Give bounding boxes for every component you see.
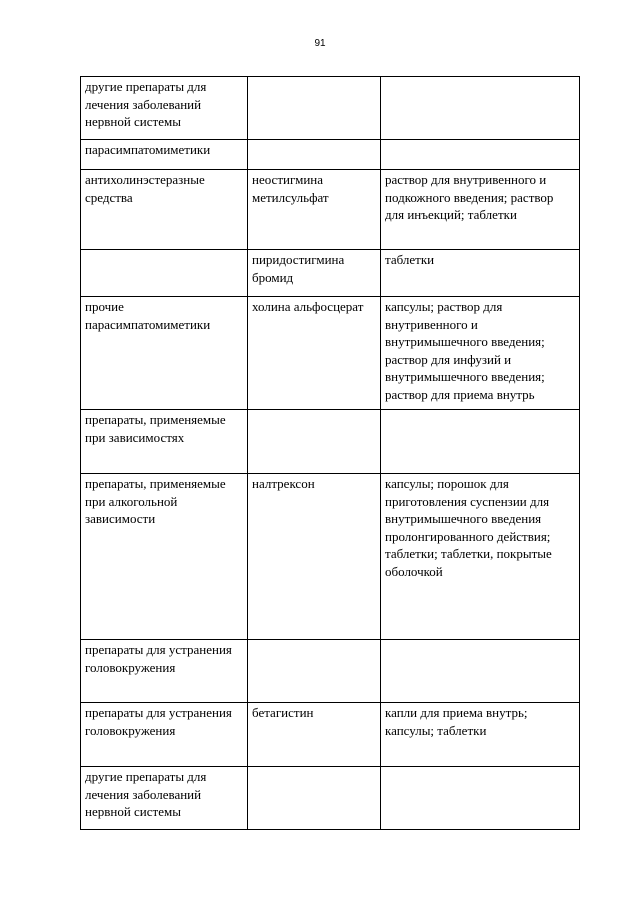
table-row xyxy=(81,640,580,703)
table-row xyxy=(81,767,580,830)
page-number: 91 xyxy=(314,38,326,49)
atc-group-cell xyxy=(81,250,248,297)
table-row xyxy=(81,140,580,170)
atc-group-cell: препараты, применяемые при алкогольной зависимости xyxy=(81,474,248,640)
dosage-form-cell: раствор для внутривенного и подкожного введения; раствор для инъекций; таблетки xyxy=(381,170,580,250)
dosage-form-cell xyxy=(381,410,580,474)
atc-group-cell: препараты для устранения головокружения xyxy=(81,640,248,703)
drug-name-cell: налтрексон xyxy=(248,474,381,640)
drug-table xyxy=(80,76,580,830)
atc-group-cell: препараты для устранения головокружения xyxy=(81,703,248,767)
table-row xyxy=(81,170,580,250)
atc-group-cell: препараты, применяемые при зависимостях xyxy=(81,410,248,474)
drug-name-cell xyxy=(248,140,381,170)
drug-name-cell: холина альфосцерат xyxy=(248,297,381,410)
drug-name-cell xyxy=(248,410,381,474)
table-row xyxy=(81,410,580,474)
drug-name-cell xyxy=(248,77,381,140)
atc-group-cell: парасимпатомиметики xyxy=(81,140,248,170)
atc-group-cell: прочие парасимпатомиметики xyxy=(81,297,248,410)
table-row xyxy=(81,77,580,140)
drug-name-cell: пиридостигмина бромид xyxy=(248,250,381,297)
atc-group-cell: другие препараты для лечения заболеваний нервной системы xyxy=(81,767,248,830)
atc-group-cell: другие препараты для лечения заболеваний нервной системы xyxy=(81,77,248,140)
dosage-form-cell: капсулы; порошок для приготовления суспензии для внутримышечного введения пролонгированного действия; таблетки; таблетки, покрытые оболочкой xyxy=(381,474,580,640)
dosage-form-cell xyxy=(381,767,580,830)
table-row xyxy=(81,703,580,767)
dosage-form-cell xyxy=(381,640,580,703)
drug-name-cell xyxy=(248,640,381,703)
dosage-form-cell: таблетки xyxy=(381,250,580,297)
dosage-form-cell xyxy=(381,77,580,140)
table-row xyxy=(81,250,580,297)
drug-name-cell: бетагистин xyxy=(248,703,381,767)
atc-group-cell: антихолинэстеразные средства xyxy=(81,170,248,250)
dosage-form-cell: капсулы; раствор для внутривенного и внутримышечного введения; раствор для инфузий и внутримышечного введения; раствор для приема внутрь xyxy=(381,297,580,410)
dosage-form-cell: капли для приема внутрь; капсулы; таблетки xyxy=(381,703,580,767)
drug-name-cell: неостигмина метилсульфат xyxy=(248,170,381,250)
drug-name-cell xyxy=(248,767,381,830)
dosage-form-cell xyxy=(381,140,580,170)
table-row xyxy=(81,297,580,410)
table-row xyxy=(81,474,580,640)
